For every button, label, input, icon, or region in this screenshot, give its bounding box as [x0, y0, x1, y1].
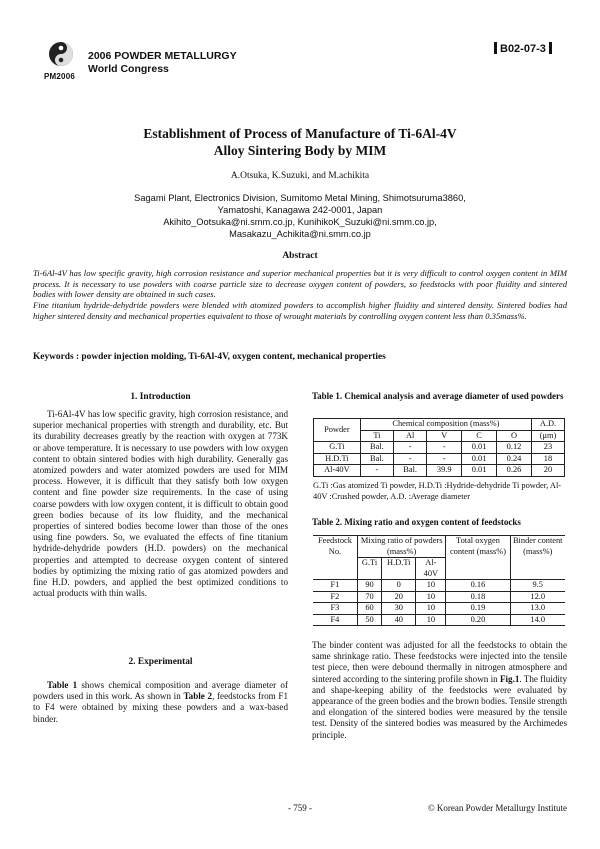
abstract	[33, 268, 567, 322]
table-row	[314, 465, 565, 477]
table-cell: 13.0	[510, 603, 565, 615]
table-cell: 20	[382, 591, 416, 603]
authors: A.Otsuka, K.Suzuki, and M.achikita	[230, 171, 370, 181]
table-cell: 0.26	[497, 465, 532, 477]
paper-code	[491, 42, 555, 55]
table1	[313, 418, 565, 477]
table-cell: F4	[313, 614, 357, 626]
right-column-text	[312, 640, 567, 741]
copyright: © Korean Powder Metallurgy Institute	[427, 803, 567, 813]
table1-col-v: V	[427, 430, 462, 442]
table-cell: 70	[357, 591, 381, 603]
paper-title	[60, 125, 540, 159]
table2-header-binder: Binder content (mass%)	[510, 536, 565, 580]
affiliation	[60, 192, 540, 240]
experimental-text-b: , feedstocks from F1 to F4 were obtained by mixing these powders and a wax-based binder.	[33, 691, 289, 724]
table-cell: Bal.	[360, 453, 393, 465]
table-cell: H.D.Ti	[314, 453, 361, 465]
table-cell: 30	[382, 603, 416, 615]
table2-header-total: Total oxygen content (mass%)	[446, 536, 510, 580]
table-cell: 60	[357, 603, 381, 615]
table-cell: 20	[531, 465, 564, 477]
pm-label: PM2006	[44, 72, 75, 81]
table-cell: 0.16	[446, 580, 510, 592]
code-bar-right	[549, 42, 552, 54]
table-row	[313, 614, 565, 626]
table-row	[314, 453, 565, 465]
table-cell: 0	[382, 580, 416, 592]
affiliation-line: Sagami Plant, Electronics Division, Sumitomo Metal Mining, Shimotsuruma3860,	[134, 193, 466, 203]
table2-caption: Table 2. Mixing ratio and oxygen content of feedstocks	[312, 517, 521, 527]
table-cell: 0.01	[462, 442, 497, 454]
table1-note: G.Ti :Gas atomized Ti powder, H.D.Ti :Hydride-dehydride Ti powder, Al-40V :Crushed powder, A.D. :Average diameter	[313, 481, 562, 501]
table-cell: Bal.	[360, 442, 393, 454]
table1-header-row	[314, 419, 565, 431]
table2	[313, 535, 565, 626]
affiliation-line: Yamatoshi, Kanagawa 242-0001, Japan	[217, 205, 383, 215]
table-cell: 10	[416, 603, 446, 615]
table1-ref: Table 1	[47, 680, 78, 690]
table-cell: -	[360, 465, 393, 477]
table-cell: 0.01	[462, 453, 497, 465]
table-cell: 0.12	[497, 442, 532, 454]
conference-name	[88, 50, 237, 76]
table-cell: F3	[313, 603, 357, 615]
table1-header-ad: A.D.	[531, 419, 564, 431]
table1-col-c: C	[462, 430, 497, 442]
right-paragraph	[312, 640, 567, 741]
abstract-heading: Abstract	[282, 251, 318, 261]
intro-text	[33, 409, 288, 599]
table-cell: F1	[313, 580, 357, 592]
table2-header-feedstock: Feedstock No.	[313, 536, 357, 580]
right-text-part1: The binder content was adjusted for all the feedstocks to obtain the same shrinkage ratio. These feedstocks were injected into the tensile test piece, then were debound thermally in nitrogen atmosphere and sintered according to the sintering profile shown in	[312, 640, 567, 684]
table-cell: F2	[313, 591, 357, 603]
right-text-part2: . The fluidity and shape-keeping ability of the feedstocks were evaluated by appearance of the green bodies and the brown bodies. Tensile strength and elongation of the sintered bodies were measured by the tensile test. Density of the sintered bodies was measured by the Archimedes principle.	[312, 673, 567, 740]
table1-caption: Table 1. Chemical analysis and average diameter of used powders	[312, 391, 564, 401]
table-cell: 39.9	[427, 465, 462, 477]
table-cell: -	[394, 453, 427, 465]
intro-heading: 1. Introduction	[130, 392, 191, 402]
table2-col-alv: Al-40V	[416, 558, 446, 580]
table-cell: 0.01	[462, 465, 497, 477]
affiliation-line: Masakazu_Achikita@ni.smm.co.jp	[229, 229, 371, 239]
table2-ref: Table 2	[183, 691, 213, 702]
conference-line2: World Congress	[88, 63, 169, 75]
table1-col-o: O	[497, 430, 532, 442]
keywords: Keywords : powder injection molding, Ti-6Al-4V, oxygen content, mechanical properties	[33, 352, 386, 362]
table-row	[313, 603, 565, 615]
table-cell: 18	[531, 453, 564, 465]
experimental-text-a: shows chemical composition and average diameter of powders used in this work. As shown in	[33, 680, 289, 702]
fig1-ref: Fig.1	[499, 673, 520, 684]
table-cell: 50	[357, 614, 381, 626]
abstract-paragraph: Ti-6Al-4V has low specific gravity, high corrosion resistance and superior mechanical properties but it is very difficult to control oxygen content in MIM process. It is necessary to use powders with coarse particle size to decrease oxygen content of powders, so feedstocks with poor fluidity and sintered bodies with lower density are obtained in such cases.	[33, 268, 567, 300]
table-cell: 90	[357, 580, 381, 592]
table-cell: 10	[416, 614, 446, 626]
table1-col-ad-unit: (μm)	[531, 430, 564, 442]
table-cell: 9.5	[510, 580, 565, 592]
title-line1: Establishment of Process of Manufacture of Ti-6Al-4V	[143, 126, 457, 141]
abstract-paragraph: Fine titanium hydride-dehydride powders were blended with atomized powders to accomplish higher fluidity and sintered density. Sintered bodies had higher sintered density and mechanical properties equivalent to those of wrought materials by controlling oxygen content less than 0.35mass%.	[33, 300, 567, 321]
table2-col-gti: G.Ti	[357, 558, 381, 580]
table1-col-al: Al	[394, 430, 427, 442]
conference-line1: 2006 POWDER METALLURGY	[88, 50, 237, 62]
table-cell: 10	[416, 591, 446, 603]
table-cell: 0.20	[446, 614, 510, 626]
table-cell: -	[427, 453, 462, 465]
table1-col-ti: Ti	[360, 430, 393, 442]
table1-header-powder: Powder	[314, 419, 361, 442]
table-cell: Bal.	[394, 465, 427, 477]
table-cell: 14.0	[510, 614, 565, 626]
table-cell: 23	[531, 442, 564, 454]
table2-header-row	[313, 536, 565, 558]
table-cell: -	[394, 442, 427, 454]
table-cell: 10	[416, 580, 446, 592]
title-line2: Alloy Sintering Body by MIM	[213, 143, 387, 158]
experimental-text	[33, 680, 288, 725]
table-cell: 40	[382, 614, 416, 626]
intro-paragraph: Ti-6Al-4V has low specific gravity, high corrosion resistance, and superior mechanical properties with strength and durability, etc. But its durability decreases greatly by the reaction with oxygen at 773K or above temperature. It is necessary to use powders with low oxygen content to obtain sintered bodies with high durability. Generally gas atomized powders and water atomized powders are used for MIM process. However, it is difficult that they satisfy both low oxygen content and fine powder size requirements. In the case of using coarse powders with low oxygen content, it is difficult to obtain good green bodies because of its low fluidity, and the mechanical properties of sintered bodies become lower than those of the ones using fine powders. So, we evaluated the effects of fine titanium hydride-dehydride powders (H.D. powders) on the mechanical properties and attempted to decrease oxygen content of sintered bodies by optimizing the mixing ratio of gas atomized powders and fine H.D. powders, and applied the best optimized conditions to actual products with thin walls.	[33, 409, 288, 599]
code-bar-left	[494, 42, 497, 54]
table-cell: G.Ti	[314, 442, 361, 454]
table-cell: -	[427, 442, 462, 454]
table-row	[313, 580, 565, 592]
experimental-paragraph	[33, 680, 288, 725]
paper-code-text: B02-07-3	[500, 43, 546, 55]
affiliation-line: Akihito_Ootsuka@ni.smm.co.jp, KunihikoK_Suzuki@ni.smm.co.jp,	[163, 217, 437, 227]
experimental-heading: 2. Experimental	[128, 657, 193, 667]
table-cell: Al-40V	[314, 465, 361, 477]
table1-header-chem: Chemical composition (mass%)	[360, 419, 531, 431]
table-cell: 0.18	[446, 591, 510, 603]
table-row	[313, 591, 565, 603]
table-cell: 12.0	[510, 591, 565, 603]
conference-logo-icon	[46, 40, 76, 76]
table-row	[314, 442, 565, 454]
page-number: - 759 -	[288, 803, 312, 813]
table-cell: 0.24	[497, 453, 532, 465]
table2-col-hdti: H.D.Ti	[382, 558, 416, 580]
table-cell: 0.19	[446, 603, 510, 615]
table2-header-mix: Mixing ratio of powders (mass%)	[357, 536, 446, 558]
